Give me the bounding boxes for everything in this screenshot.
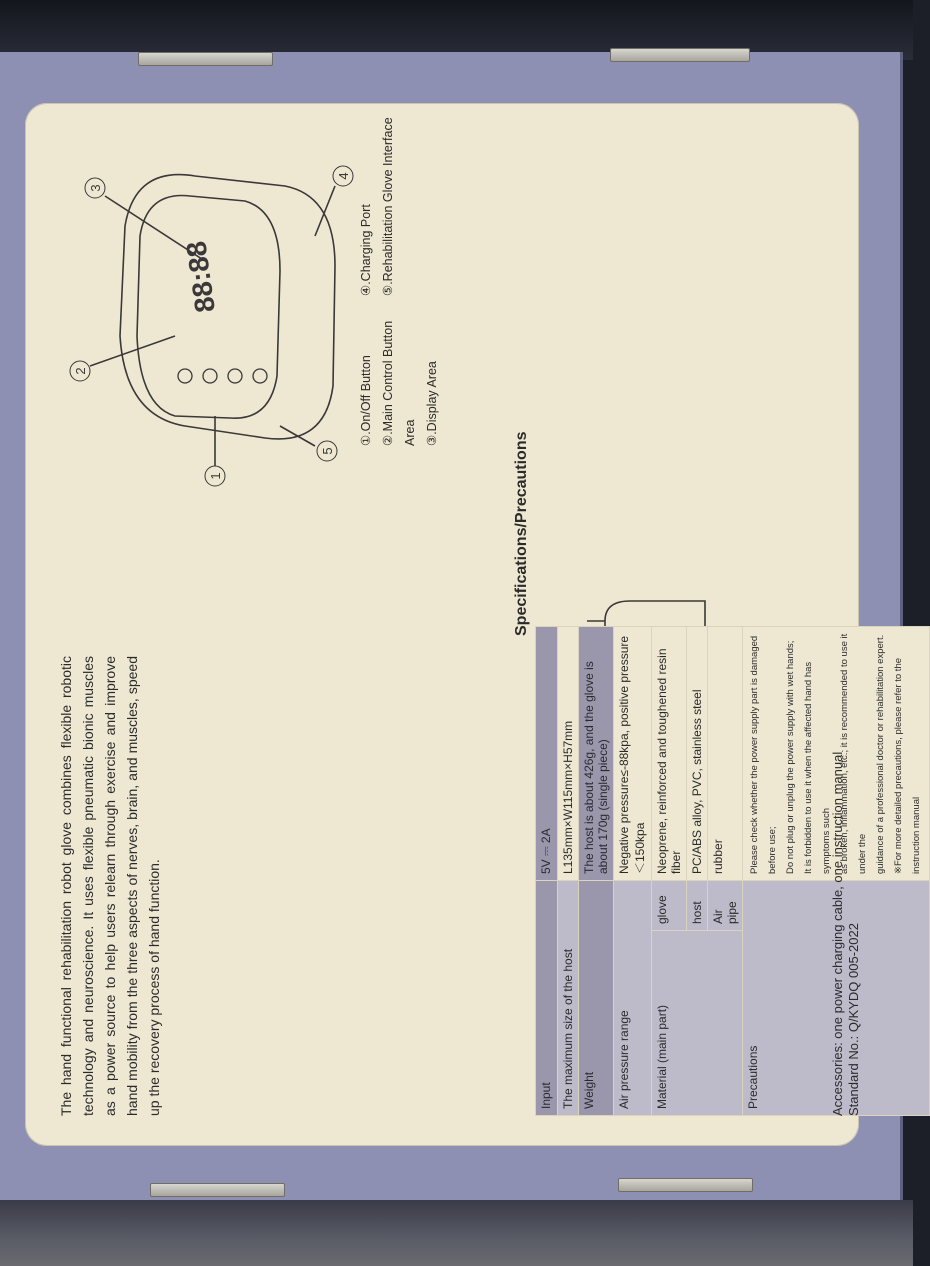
spec-label: Input <box>536 881 558 1116</box>
table-row <box>536 627 558 1116</box>
spec-value: The host is about 426g, and the glove is about 170g (single piece) <box>579 627 614 881</box>
parts-legend <box>355 116 443 446</box>
callout-line-5 <box>280 426 315 446</box>
precaution-line: It is forbidden to use it when the affected hand has symptoms such <box>803 661 832 874</box>
callout-number-2: 2 <box>73 367 88 375</box>
photo-background-bottom <box>0 1200 913 1266</box>
precaution-line: ※For more detailed precautions, please refer to the instruction manual <box>893 657 922 874</box>
control-button <box>253 369 267 383</box>
control-button <box>228 369 242 383</box>
spec-label: Weight <box>579 881 614 1116</box>
table-row <box>652 627 687 1116</box>
precaution-line: as broken, inflammation, etc.; it is recommended to use it under the <box>839 633 868 874</box>
spec-sublabel: host <box>687 881 708 931</box>
spec-sublabel: glove <box>652 881 687 931</box>
spec-value: PC/ABS alloy, PVC, stainless steel <box>687 627 708 881</box>
rotated-content <box>25 103 922 1146</box>
display-digits: 88:88 <box>180 239 221 315</box>
photo-background-top <box>0 0 913 60</box>
spec-value: 5V ⎓ 2A <box>536 627 558 881</box>
legend-item: ⑤.Rehabilitation Glove Interface <box>381 117 395 296</box>
precaution-line: Please check whether the power supply part is damaged before use; <box>749 635 778 874</box>
binder-clip <box>138 52 273 66</box>
legend-item: ①.On/Off Button <box>359 355 373 446</box>
spec-sublabel: Air pipe <box>708 881 743 931</box>
specifications-table <box>535 626 930 1116</box>
accessories-line: Accessories: one power charging cable, one instruction manual <box>830 751 845 1116</box>
accessories-block <box>830 752 862 1116</box>
control-button <box>203 369 217 383</box>
legend-item: ④.Charging Port <box>359 204 373 296</box>
spec-label: Material (main part) <box>652 931 743 1116</box>
spec-value: rubber <box>708 627 743 881</box>
callout-number-4: 4 <box>336 172 351 180</box>
spec-label: The maximum size of the host <box>558 881 579 1116</box>
binder-clip <box>610 48 750 62</box>
binder-clip <box>150 1183 285 1197</box>
spec-label: Precautions <box>743 881 930 1116</box>
control-button <box>178 369 192 383</box>
standard-number: Standard No.: Q/KYDQ 005-2022 <box>846 923 861 1116</box>
callout-number-1: 1 <box>208 472 223 480</box>
spec-value: Neoprene, reinforced and toughened resin fiber <box>652 627 687 881</box>
legend-item: ③.Display Area <box>425 361 439 446</box>
intro-paragraph: The hand functional rehabilitation robot glove combines flexible robotic technology and neuroscience. It uses flexible pneumatic bionic muscles as a power source to help users relearn through exercise and improve hand mobility from the three aspects of nerves, brain, and muscles, speed up the recovery process of hand function. <box>58 656 162 1116</box>
callout-number-5: 5 <box>320 447 335 455</box>
table-row <box>614 627 652 1116</box>
spec-label: Air pressure range <box>614 881 652 1116</box>
callout-number-3: 3 <box>88 184 103 192</box>
table-row <box>558 627 579 1116</box>
precaution-line: Do not plug or unplug the power supply with wet hands; <box>785 640 796 874</box>
specifications-title: Specifications/Precautions <box>513 431 530 636</box>
legend-item: ②.Main Control Button Area <box>381 320 417 446</box>
info-sheet <box>25 103 922 1146</box>
callout-line-4 <box>315 186 335 236</box>
callout-line-2 <box>90 336 175 366</box>
host-device-diagram <box>65 146 365 486</box>
spec-value: L135mm×W115mm×H57mm <box>558 627 579 881</box>
precaution-line: guidance of a professional doctor or rehabilitation expert. <box>875 634 886 874</box>
binder-clip <box>618 1178 753 1192</box>
spec-value: Negative pressure≤-88kpa, positive pressure＜150kpa <box>614 627 652 881</box>
table-row <box>579 627 614 1116</box>
